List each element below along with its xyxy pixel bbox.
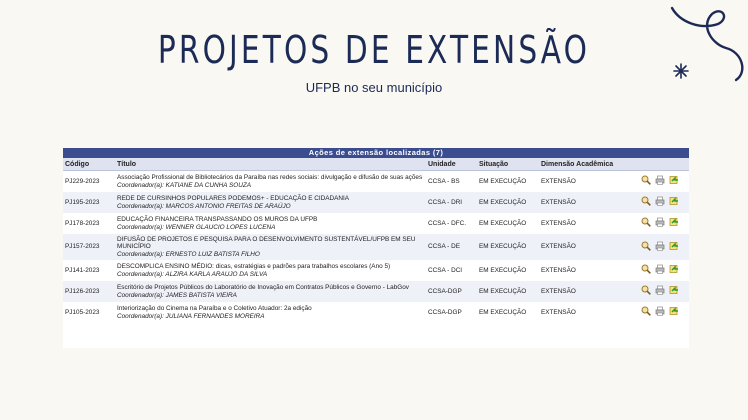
coordinator: Coordenador(a): KATIANE DA CUNHA SOUZA — [117, 181, 252, 189]
col-titulo: Título — [115, 158, 426, 171]
report-arrow-icon[interactable] — [669, 241, 679, 253]
table-row — [63, 213, 689, 234]
magnifier-icon[interactable] — [641, 306, 651, 318]
cell-actions — [639, 192, 689, 213]
cell-dimensao: EXTENSÃO — [539, 234, 639, 260]
cell-dimensao: EXTENSÃO — [541, 266, 576, 274]
results-table — [63, 158, 689, 323]
printer-icon[interactable] — [655, 217, 665, 229]
coordinator: Coordenador(a): JULIANA FERNANDES MOREIRA — [117, 312, 265, 320]
cell-codigo: PJ178-2023 — [65, 219, 100, 227]
cell-situacao: EM EXECUÇÃO — [477, 281, 539, 302]
cell-dimensao: EXTENSÃO — [539, 192, 639, 213]
cell-unidade: CCSA-DGP — [428, 308, 462, 316]
results-panel — [63, 148, 689, 348]
cell-codigo: PJ195-2023 — [63, 192, 115, 213]
cell-situacao: EM EXECUÇÃO — [479, 308, 527, 316]
printer-icon[interactable] — [655, 306, 665, 318]
project-title: Associação Profissional de Bibliotecários da Paraíba nas redes sociais: divulgação e difusão de suas ações — [117, 174, 423, 182]
coordinator: Coordenador(a): ALZIRA KARLA ARAUJO DA SILVA — [117, 270, 268, 278]
project-title: DIFUSÃO DE PROJETOS E PESQUISA PARA O DESENVOLVIMENTO SUSTENTÁVEL/UFPB EM SEU MUNICÍPIO — [117, 236, 416, 251]
project-title: REDE DE CURSINHOS POPULARES PODEMOS+ - EDUCAÇÃO E CIDADANIA — [117, 195, 350, 203]
cell-actions — [639, 213, 689, 234]
cell-titulo — [115, 302, 426, 323]
project-title: EDUCAÇÃO FINANCEIRA TRANSPASSANDO OS MUROS DA UFPB — [117, 216, 318, 224]
cell-codigo: PJ105-2023 — [65, 308, 100, 316]
table-row — [63, 171, 689, 193]
cell-titulo — [115, 260, 426, 281]
cell-unidade: CCSA - DFC. — [428, 219, 466, 227]
cell-codigo: PJ157-2023 — [63, 234, 115, 260]
table-row — [63, 302, 689, 323]
cell-actions — [639, 234, 689, 260]
cell-titulo — [115, 213, 426, 234]
printer-icon[interactable] — [655, 241, 665, 253]
col-actions — [639, 158, 689, 171]
cell-dimensao: EXTENSÃO — [541, 308, 576, 316]
coordinator: Coordenador(a): ERNESTO LUIZ BATISTA FILHO — [117, 250, 260, 258]
cell-situacao: EM EXECUÇÃO — [479, 266, 527, 274]
coordinator: Coordenador(a): MARCOS ANTONIO FREITAS DE ARAÚJO — [117, 202, 291, 210]
cell-situacao: EM EXECUÇÃO — [479, 219, 527, 227]
cell-codigo: PJ126-2023 — [63, 281, 115, 302]
magnifier-icon[interactable] — [641, 241, 651, 253]
table-row — [63, 234, 689, 260]
report-arrow-icon[interactable] — [669, 196, 679, 208]
table-row — [63, 281, 689, 302]
magnifier-icon[interactable] — [641, 196, 651, 208]
cell-unidade: CCSA - DRI — [426, 192, 477, 213]
table-header-row — [63, 158, 689, 171]
printer-icon[interactable] — [655, 196, 665, 208]
page-title: PROJETOS DE EXTENSÃO — [157, 28, 591, 72]
cell-situacao: EM EXECUÇÃO — [477, 234, 539, 260]
star-icon — [674, 64, 688, 78]
col-situacao: Situação — [477, 158, 539, 171]
magnifier-icon[interactable] — [641, 175, 651, 187]
cell-situacao: EM EXECUÇÃO — [479, 177, 527, 185]
cell-actions — [639, 260, 689, 281]
cell-titulo — [115, 281, 426, 302]
printer-icon[interactable] — [655, 264, 665, 276]
table-row — [63, 192, 689, 213]
report-arrow-icon[interactable] — [669, 175, 679, 187]
table-row — [63, 260, 689, 281]
cell-dimensao: EXTENSÃO — [541, 177, 576, 185]
cell-titulo — [115, 192, 426, 213]
coordinator: Coordenador(a): JAMES BATISTA VIEIRA — [117, 291, 237, 299]
report-arrow-icon[interactable] — [669, 306, 679, 318]
cell-unidade: CCSA - DE — [426, 234, 477, 260]
report-arrow-icon[interactable] — [669, 217, 679, 229]
magnifier-icon[interactable] — [641, 285, 651, 297]
project-title: Escritório de Projetos Públicos do Laboratório de Inovação em Contratos Públicos e Governo - LabGov — [117, 284, 409, 292]
cell-actions — [639, 171, 689, 193]
magnifier-icon[interactable] — [641, 264, 651, 276]
cell-actions — [639, 302, 689, 323]
printer-icon[interactable] — [655, 285, 665, 297]
cell-dimensao: EXTENSÃO — [541, 219, 576, 227]
report-arrow-icon[interactable] — [669, 285, 679, 297]
page-subtitle: UFPB no seu município — [305, 80, 443, 95]
cell-codigo: PJ229-2023 — [65, 177, 100, 185]
cell-unidade: CCSA - BS — [428, 177, 460, 185]
coordinator: Coordenador(a): WENNER GLAUCIO LOPES LUCENA — [117, 223, 276, 231]
cell-unidade: CCSA - DCI — [428, 266, 463, 274]
col-codigo: Código — [63, 158, 115, 171]
cell-actions — [639, 281, 689, 302]
col-dimensao: Dimensão Acadêmica — [539, 158, 639, 171]
project-title: DESCOMPLICA ENSINO MÉDIO: dicas, estratégias e padrões para trabalhos escolares (Ano 5) — [117, 263, 391, 271]
cell-titulo — [115, 234, 426, 260]
cell-codigo: PJ141-2023 — [65, 266, 100, 274]
printer-icon[interactable] — [655, 175, 665, 187]
cell-unidade: CCSA-DGP — [426, 281, 477, 302]
project-title: Interiorização do Cinema na Paraíba e o Coletivo Atuador: 2a edição — [117, 305, 312, 313]
cell-titulo — [115, 171, 426, 193]
magnifier-icon[interactable] — [641, 217, 651, 229]
cell-dimensao: EXTENSÃO — [539, 281, 639, 302]
col-unidade: Unidade — [426, 158, 477, 171]
report-arrow-icon[interactable] — [669, 264, 679, 276]
table-caption: Ações de extensão localizadas (7) — [63, 148, 689, 158]
cell-situacao: EM EXECUÇÃO — [477, 192, 539, 213]
